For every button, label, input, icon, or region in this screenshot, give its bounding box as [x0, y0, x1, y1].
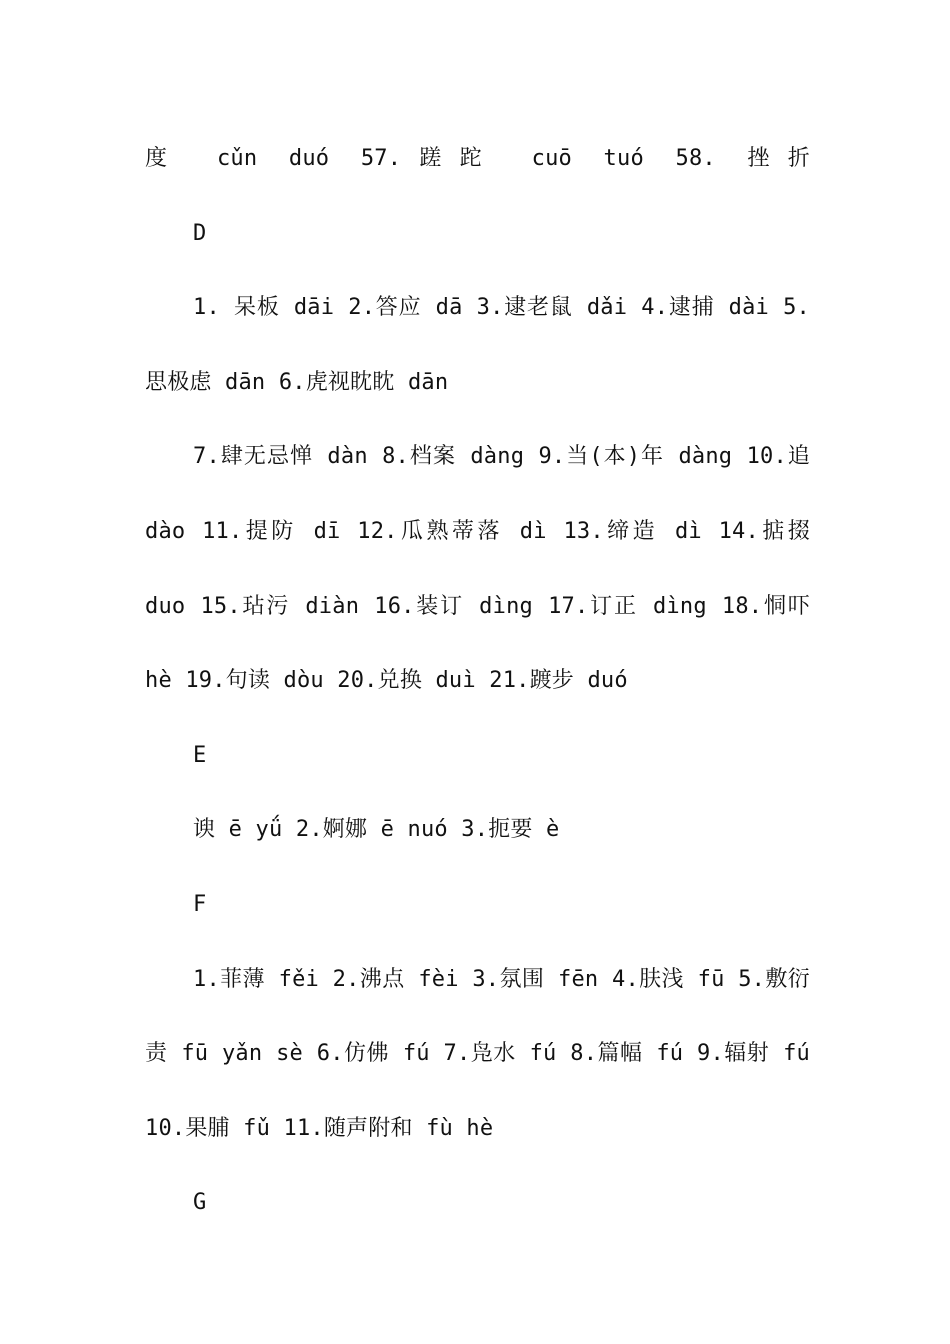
text-line-12: 1.菲薄 fěi 2.沸点 fèi 3.氛围 fēn 4.肤浅 fū 5.敷衍 — [193, 966, 810, 992]
text-line-10: 谀 ē yǘ 2.婀娜 ē nuó 3.扼要 è — [193, 817, 560, 843]
text-line-7: duo 15.玷污 diàn 16.装订 dìng 17.订正 dìng 18.恫吓 — [145, 593, 810, 619]
text-line-8: hè 19.句读 dòu 20.兑换 duì 21.踱步 duó — [145, 668, 628, 694]
text-line-1: 度 cǔn duó 57.蹉跎 cuō tuó 58. 挫折 — [145, 146, 810, 171]
text-line-4: 思极虑 dān 6.虎视眈眈 dān — [145, 369, 449, 395]
section-heading-f: F — [193, 891, 207, 917]
section-heading-g: G — [193, 1190, 207, 1216]
text-line-5: 7.肆无忌惮 dàn 8.档案 dàng 9.当(本)年 dàng 10.追 — [193, 444, 810, 470]
document-page — [145, 122, 810, 1241]
section-heading-e: E — [193, 742, 207, 768]
text-line-13: 责 fū yǎn sè 6.仿佛 fú 7.凫水 fú 8.篇幅 fú 9.辐射 fú — [145, 1041, 810, 1067]
text-line-6: dào 11.提防 dī 12.瓜熟蒂落 dì 13.缔造 dì 14.掂掇 — [145, 518, 810, 544]
text-line-3: 1. 呆板 dāi 2.答应 dā 3.逮老鼠 dǎi 4.逮捕 dài 5. — [193, 295, 810, 321]
text-line-14: 10.果脯 fǔ 11.随声附和 fù hè — [145, 1115, 494, 1141]
section-heading-d: D — [193, 220, 207, 246]
